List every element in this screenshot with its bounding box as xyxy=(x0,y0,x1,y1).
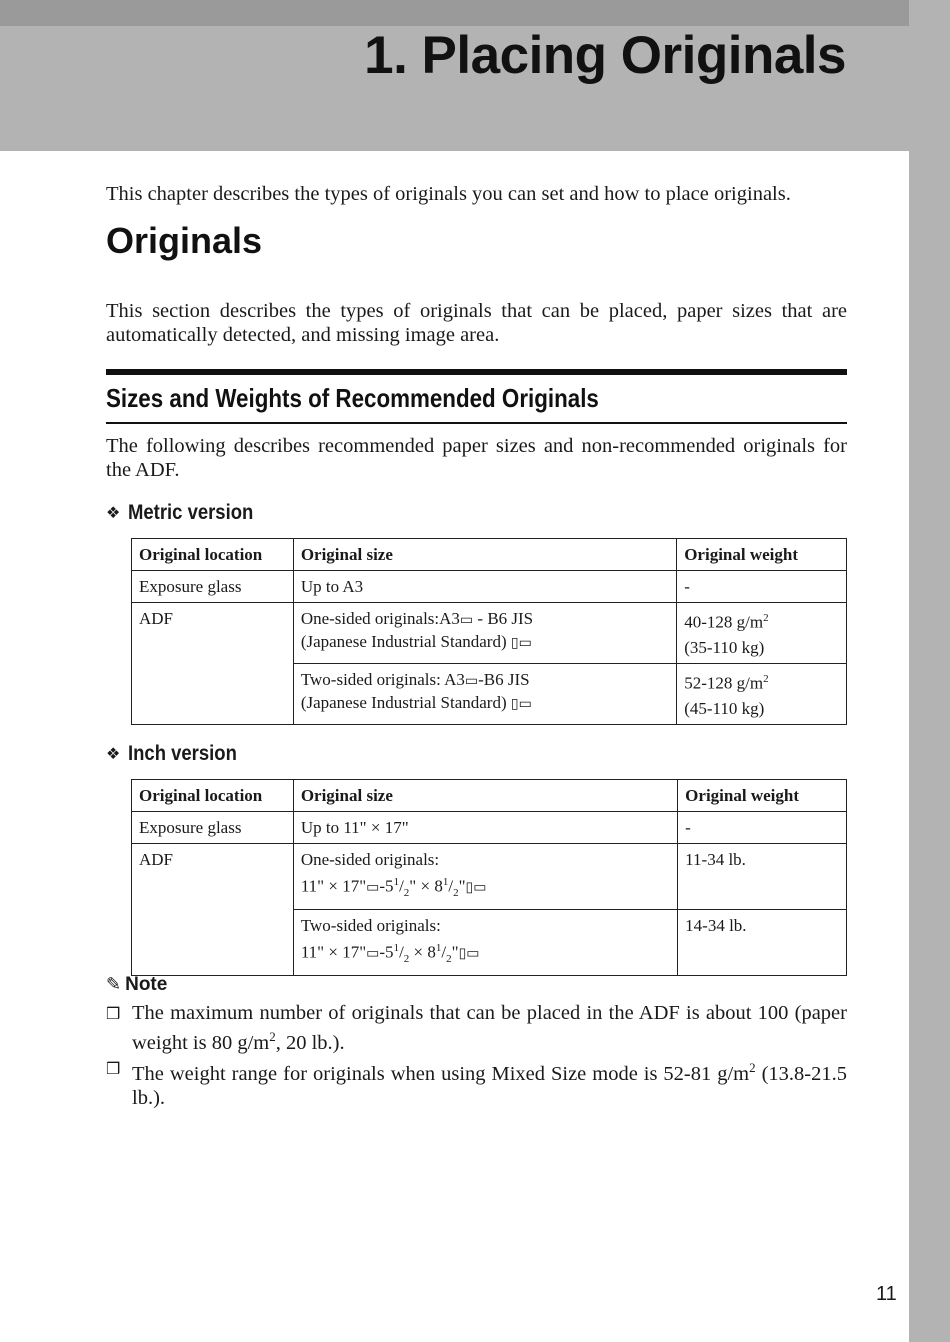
superscript: 2 xyxy=(763,612,769,624)
portrait-paper-icon: ▯ xyxy=(510,635,519,651)
cell-size: Up to A3 xyxy=(293,571,676,603)
size-text: " xyxy=(451,942,459,962)
subscript: 2 xyxy=(453,887,459,900)
size-text: One-sided originals:A3 xyxy=(300,609,460,628)
superscript: 1 xyxy=(393,942,400,955)
col-header-weight: Original weight xyxy=(677,539,847,571)
inch-heading-label: Inch version xyxy=(128,742,238,765)
section-intro: This section describes the types of originals that can be placed, paper sizes that are automatically detected, and missing image area. xyxy=(106,300,847,346)
size-text: Two-sided originals: A3 xyxy=(300,670,465,689)
note-text-part: , 20 lb.). xyxy=(275,1031,345,1054)
note-heading xyxy=(106,972,167,998)
size-text: " xyxy=(458,876,466,896)
size-text: 11" × 17" xyxy=(300,876,367,896)
landscape-paper-icon: ▭ xyxy=(464,673,479,689)
portrait-paper-icon: ▯ xyxy=(458,945,467,962)
note-text-part: The maximum number of originals that can be placed in the ADF is about 100 (paper weight is 80 g/m xyxy=(132,1002,847,1054)
diamond-bullet-icon: ❖ xyxy=(106,503,121,522)
table-row xyxy=(132,844,847,910)
size-text: Two-sided originals: xyxy=(300,916,441,936)
subsection-intro: The following describes recommended paper sizes and non-recommended originals for the ADF. xyxy=(106,435,847,481)
portrait-paper-icon: ▯ xyxy=(510,696,519,712)
landscape-paper-icon: ▭ xyxy=(366,879,380,896)
cell-weight: 14-34 lb. xyxy=(678,910,847,976)
superscript: 1 xyxy=(393,876,400,888)
size-text: - B6 JIS xyxy=(473,609,534,628)
superscript: 1 xyxy=(442,876,449,888)
col-header-size: Original size xyxy=(293,539,676,571)
table-row xyxy=(132,571,847,603)
header-top-strip xyxy=(0,0,950,26)
col-header-location: Original location xyxy=(132,780,294,812)
landscape-paper-icon: ▭ xyxy=(473,879,487,896)
landscape-paper-icon: ▭ xyxy=(518,696,532,712)
weight-text: 52-128 g/m xyxy=(684,673,764,693)
subscript: 2 xyxy=(446,953,452,966)
page-number: 11 xyxy=(876,1283,897,1305)
cell-size: Up to 11" × 17" xyxy=(293,812,677,844)
cell-size xyxy=(293,603,676,664)
metric-heading xyxy=(106,500,271,526)
col-header-weight: Original weight xyxy=(678,780,847,812)
cell-weight xyxy=(677,603,847,664)
size-text: One-sided originals: xyxy=(300,850,440,869)
checkbox-bullet-icon: ❒ xyxy=(106,1059,121,1078)
note-text xyxy=(132,1001,847,1055)
superscript: 2 xyxy=(749,1060,756,1075)
checkbox-bullet-icon: ❒ xyxy=(106,1004,121,1023)
size-text: (Japanese Industrial Standard) xyxy=(300,632,507,651)
superscript: 1 xyxy=(435,942,442,955)
size-text: × 8 xyxy=(409,942,436,962)
col-header-size: Original size xyxy=(293,780,677,812)
note-text-part: (13.8-21.5 lb.). xyxy=(132,1062,847,1109)
landscape-paper-icon: ▭ xyxy=(466,945,480,962)
table-header-row xyxy=(132,539,847,571)
cell-location: Exposure glass xyxy=(132,812,294,844)
metric-table xyxy=(131,538,847,725)
size-text: -5 xyxy=(379,876,394,896)
size-text: (Japanese Industrial Standard) xyxy=(300,693,507,712)
section-rule-thick xyxy=(106,369,847,375)
note-item xyxy=(106,1056,847,1110)
superscript: 2 xyxy=(763,673,769,685)
col-header-location: Original location xyxy=(132,539,294,571)
weight-text: (45-110 kg) xyxy=(684,698,765,718)
section-rule-thin xyxy=(106,422,847,424)
cell-weight: 11-34 lb. xyxy=(678,844,847,910)
weight-text: 40-128 g/m xyxy=(684,612,764,632)
portrait-paper-icon: ▯ xyxy=(465,879,474,896)
cell-location: Exposure glass xyxy=(132,571,294,603)
landscape-paper-icon: ▭ xyxy=(366,945,380,962)
cell-weight: - xyxy=(678,812,847,844)
cell-size: One-sided originals: 11" × $17"▭-5^1/_2$" × $8^1/_2"▯▭$ xyxy=(293,844,677,910)
diamond-bullet-icon: ❖ xyxy=(106,744,121,763)
inch-table xyxy=(131,779,847,976)
cell-size: Two-sided originals: 11" × $17"▭-5^1/_2$ × $8^1/_2"▯▭$ xyxy=(293,910,677,976)
note-heading-label: Note xyxy=(125,974,168,995)
inch-heading xyxy=(106,741,252,767)
table-row xyxy=(132,603,847,664)
size-text: -5 xyxy=(379,942,394,962)
cell-weight: - xyxy=(677,571,847,603)
superscript: 2 xyxy=(269,1029,276,1044)
note-text xyxy=(132,1056,847,1110)
table-header-row xyxy=(132,780,847,812)
size-text: " × 8 xyxy=(409,876,443,896)
subsection-title: Sizes and Weights of Recommended Originals xyxy=(106,383,599,413)
size-text: -B6 JIS xyxy=(478,670,530,689)
landscape-paper-icon: ▭ xyxy=(518,635,532,651)
pencil-icon: ✎ xyxy=(106,974,122,995)
chapter-intro: This chapter describes the types of originals you can set and how to place originals. xyxy=(106,183,791,205)
note-text-part: The weight range for originals when using Mixed Size mode is 52-81 g/m xyxy=(132,1062,750,1085)
cell-location: ADF xyxy=(132,844,294,976)
subscript: 2 xyxy=(403,887,410,900)
size-text: 11" × 17" xyxy=(300,942,367,962)
cell-location: ADF xyxy=(132,603,294,725)
table-row xyxy=(132,812,847,844)
cell-size xyxy=(293,664,676,725)
section-title: Originals xyxy=(106,220,263,261)
landscape-paper-icon: ▭ xyxy=(459,612,474,628)
chapter-title: 1. Placing Originals xyxy=(364,26,846,85)
metric-heading-label: Metric version xyxy=(128,501,254,524)
cell-weight xyxy=(677,664,847,725)
subscript: 2 xyxy=(403,953,410,966)
weight-text: (35-110 kg) xyxy=(684,637,765,657)
side-band xyxy=(909,0,950,1342)
note-item xyxy=(106,1001,847,1055)
